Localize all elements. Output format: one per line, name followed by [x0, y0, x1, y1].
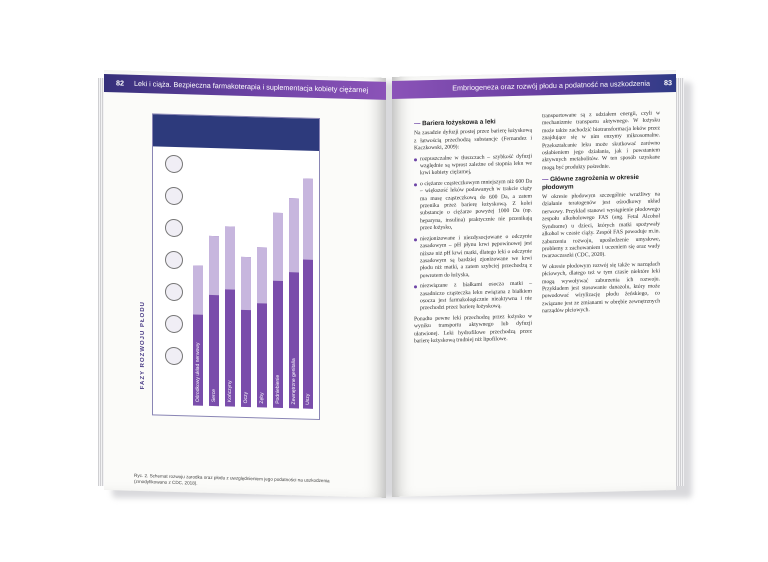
text-column-1 [414, 114, 532, 349]
bullet-item: o ciężarze cząsteczkowym mniejszym niż 600 Da – większość leków podawanych w trakcie ciąży ma masę cząsteczkową do 600 Da, a zatem przenika przez barierę łożyskową. Z kolei substancje o ciężarze powyżej 1000 Da (np. heparyna, insulina) praktycznie nie przenikają przez łożysko, [420, 178, 532, 232]
paragraph: W okresie płodowym szczególnie wrażliwy na działanie teratogenów jest ośrodkowy układ nerwowy. Przykład stanowi wystąpienie płodowego zespołu alkoholowego FAS (ang. Fetal Alcohol Syndrome) u dzieci, których matki spożywały alkohol w czasie ciąży. Zespół FAS powoduje m.in. zaburzenia rozwoju, upośledzenie umysłowe, problemy z zachowaniem i uczeniem się oraz wady twarzoczaszki (CDC, 2020). [542, 191, 660, 260]
chart-box [152, 113, 320, 420]
organ-bar-sensitive-segment [241, 257, 251, 310]
embryo-illustration [165, 251, 183, 270]
organ-bar-label: Ośrodkowy układ nerwowy [195, 342, 201, 402]
section-title: — Bariera łożyskowa a leki [414, 118, 496, 128]
right-page-header [392, 74, 676, 99]
organ-bar-label: Uszy [305, 393, 311, 405]
organ-bar-sensitive-segment [225, 226, 235, 289]
right-page-header-title: Embriogeneza oraz rozwój płodu a podatność na uszkodzenia [452, 78, 650, 93]
paragraph: transportowane są z udziałem energii, czyli w mechanizmie transportu aktywnego. W łożysku może także zachodzić biotransformacja leków przez znajdujące się w nim enzymy mikrosomalne. Przekształcanie leku może skutkować zarówno osłabieniem jego działania, jak i powstaniem aktywnych metabolitów. W ten sposób uzyskane mogą być produkty pośrednie. [542, 110, 660, 172]
embryo-illustration [165, 187, 183, 206]
bullet-item: niezjonizowane i niezdysocjowane o odczynie zasadowym – pH płynu krwi pępowinowej jest niższe niż pH krwi matki, dlatego leki o odczynie zasadowym są bardziej zjonizowane we krwi płodu niż matki, a zatem szybciej przechodzą z powrotem do łożyska, [420, 233, 532, 279]
organ-bar [289, 198, 299, 408]
organ-bar-sensitive-segment [257, 247, 267, 303]
embryo-illustration [165, 283, 183, 302]
organ-bar [257, 247, 267, 407]
fetal-development-chart [132, 101, 322, 426]
organ-bar [303, 179, 313, 409]
organ-bar-label: Serce [211, 388, 217, 403]
bullet-item: niezwiązane z białkami osocza matki – zasadniczo cząsteczka leku związana z białkiem osocza jest farmakologicznie nieaktywna i nie przechodzi przez barierę łożyskową. [420, 280, 532, 312]
figure-caption: Ryc. 2. Schemat rozwoju zarodka oraz płodu z uwzględnieniem jego podatności na uszkodzenia (zmodyfikowano z CDC, 2018). [134, 472, 330, 486]
left-page-header [104, 74, 386, 100]
embryo-illustration [165, 155, 183, 174]
right-page-number: 83 [664, 78, 672, 88]
left-page-header-title: Leki i ciąża. Bezpieczna farmakoterapia i suplementacja kobiety ciężarnej [134, 78, 369, 95]
embryo-illustration [165, 347, 183, 366]
organ-bar [273, 213, 283, 408]
embryo-illustration [165, 219, 183, 238]
organ-bar-label: Podniebienie [275, 374, 281, 404]
paragraph: Na zasadzie dyfuzji prostej przez barierę łożyskową z łatwością przechodzą substancje (Fernandez i Kaczkowski, 2009): [414, 127, 532, 152]
paragraph: W okresie płodowym rozwój się także w narządach płciowych, dlatego też w tym czasie niektóre leki mogą wywoływać zaburzenia ich rozwoju. Przykładem jest stosowanie danazolu, który może powodować wirylizację płodu żeńskiego, co związane jest ze zmianami w obrębie zewnętrznych narządów płciowych. [542, 261, 660, 315]
organ-bar-sensitive-segment [193, 265, 203, 314]
section-title: — Główne zagrożenia w okresie płodowym [542, 174, 639, 191]
organ-bar [209, 236, 219, 406]
organ-bar [193, 265, 203, 405]
page-stack-right [676, 78, 684, 486]
section-title-text: Bariera łożyskowa a leki [422, 118, 496, 128]
left-page [104, 70, 386, 498]
organ-bar-label: Oczy [243, 391, 249, 404]
organ-bar-sensitive-segment [209, 236, 219, 295]
organ-bar [225, 226, 235, 406]
organ-bar-sensitive-segment [289, 198, 299, 272]
organ-bar [241, 257, 251, 407]
embryo-illustration [165, 315, 183, 334]
bullet-item: rozpuszczalne w tłuszczach – szybkość dyfuzji względnie są wprost zależne od stopnia leku we krwi kobiety ciężarnej, [420, 153, 532, 177]
organ-bar-label: Kończyny [227, 380, 233, 403]
organ-bar-sensitive-segment [273, 213, 283, 281]
text-column-2 [542, 110, 660, 318]
organ-bar-label: Zęby [259, 392, 265, 404]
paragraph: Ponadto pewne leki przechodzą przez łożysko w wyniku transportu aktywnego lub dyfuzji ułatwionej. Leki hydrofilowe przechodzą przez barierę łożyskową trudniej niż lipofilowe. [414, 313, 532, 345]
section-title-text: Główne zagrożenia w okresie płodowym [542, 174, 639, 191]
right-page [392, 70, 676, 497]
chart-column-header [153, 114, 319, 151]
left-page-number: 82 [116, 78, 124, 88]
chart-side-title: FAZY ROZWOJU PŁODU [140, 301, 146, 390]
organ-bar-sensitive-segment [303, 179, 313, 260]
organ-bar-label: Zewnętrzne genitalia [291, 358, 297, 405]
